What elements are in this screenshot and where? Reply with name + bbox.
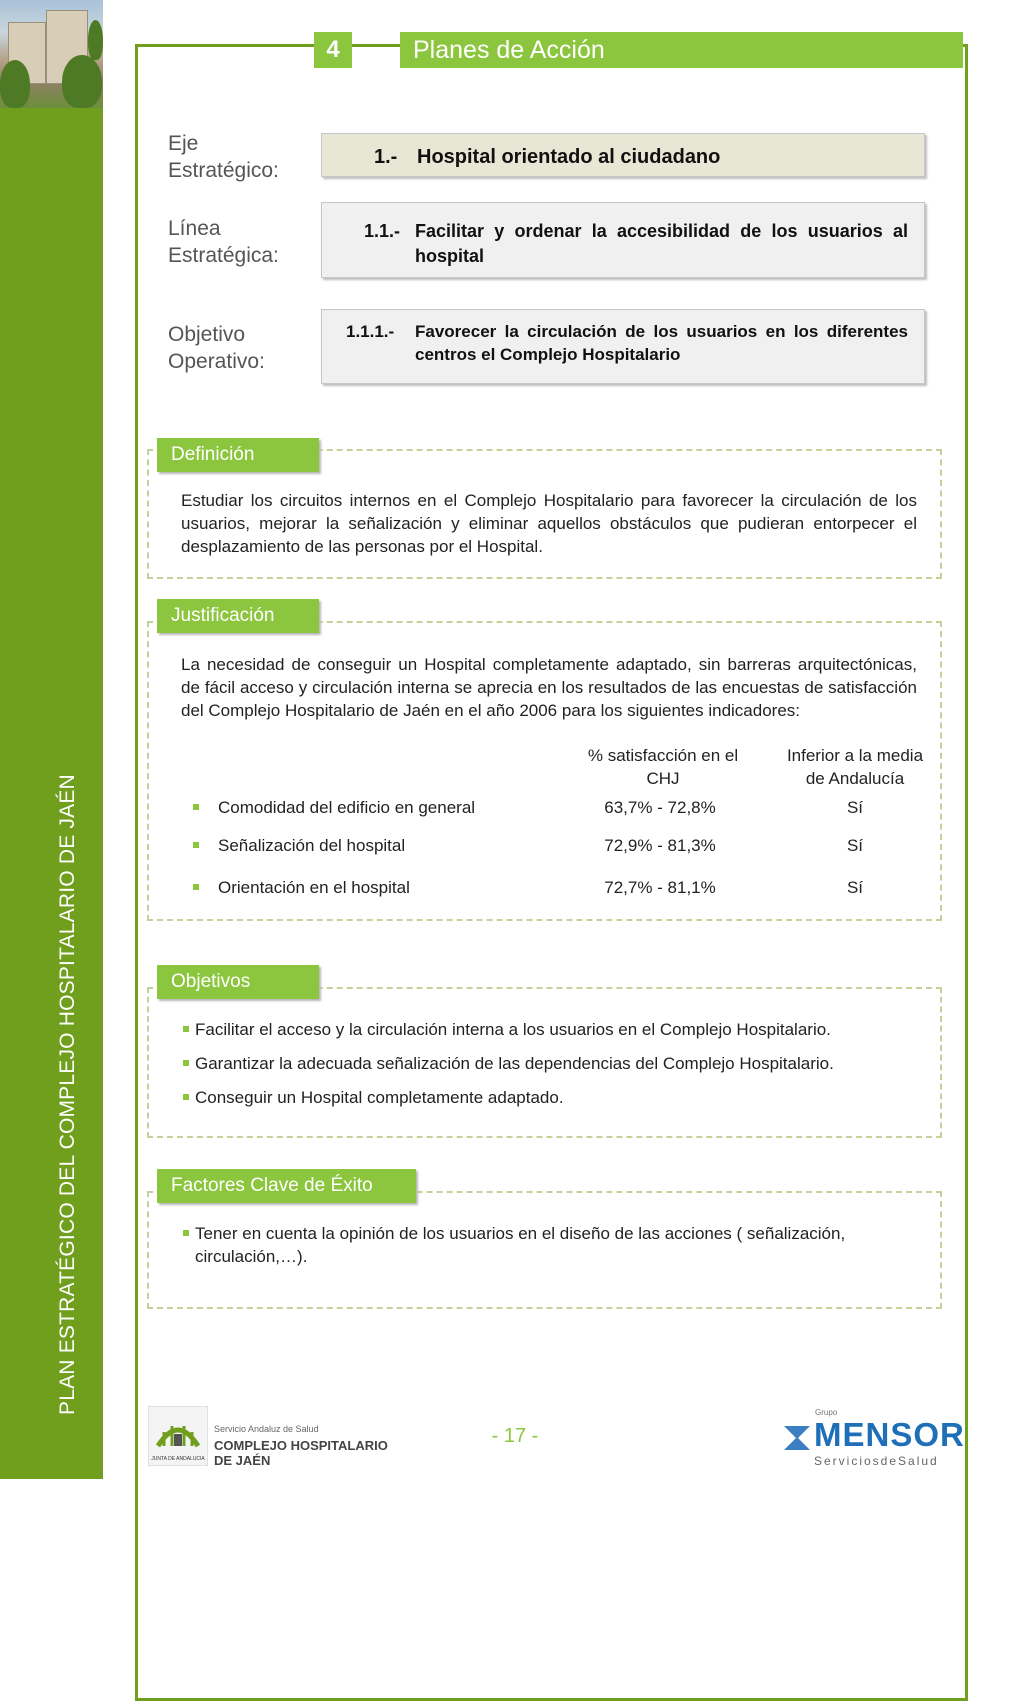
page-number: - 17 -: [491, 1425, 539, 1447]
sas-text: Servicio Andaluz de Salud: [214, 1424, 319, 1434]
definicion-text: Estudiar los circuitos internos en el Complejo Hospitalario para favorecer la circulación de los usuarios, mejorar la señalización y eliminar aquellos obstáculos que pudieran entorpecer el desplazamiento de las personas por el Hospital.: [181, 491, 917, 556]
linea-text: Facilitar y ordenar la accesibilidad de los usuarios al hospital: [415, 221, 908, 266]
factores-tab: Factores Clave de Éxito: [157, 1169, 416, 1203]
table-header-below-average: Inferior a la media de Andalucía: [786, 746, 924, 788]
satisfaction-value: 72,7% - 81,1%: [604, 878, 716, 897]
indicator-name: Orientación en el hospital: [218, 878, 410, 897]
section-number: 4: [314, 32, 352, 68]
table-row: [193, 878, 410, 898]
justificacion-text: La necesidad de conseguir un Hospital completamente adaptado, sin barreras arquitectónicas, de fácil acceso y circulación interna se aprecia en los resultados de las encuestas de satisfacción del Complejo Hospitalario de Jaén en el año 2006 para los siguientes indicadores:: [181, 655, 917, 720]
eje-number: 1.-: [374, 146, 398, 168]
indicator-name: Comodidad del edificio en general: [218, 798, 476, 817]
justificacion-tab: Justificación: [157, 599, 319, 633]
list-item: Tener en cuenta la opinión de los usuarios en el diseño de las acciones ( señalización, circulación,…).: [183, 1222, 925, 1268]
linea-box: [321, 202, 925, 278]
table-row: [193, 798, 475, 818]
square-bullet-icon: [183, 1026, 189, 1032]
square-bullet-icon: [193, 804, 199, 810]
list-item: Garantizar la adecuada señalización de las dependencias del Complejo Hospitalario.: [183, 1052, 834, 1075]
section-title: Planes de Acción: [400, 32, 963, 68]
eje-label: Eje Estratégico:: [168, 132, 279, 182]
mensor-arrow-icon: [782, 1422, 812, 1454]
satisfaction-value: 72,9% - 81,3%: [604, 836, 716, 855]
objetivo-operativo-label: Objetivo Operativo:: [168, 323, 265, 373]
sidebar: [0, 0, 103, 1479]
square-bullet-icon: [193, 884, 199, 890]
satisfaction-value: 63,7% - 72,8%: [604, 798, 716, 817]
table-row: [193, 836, 405, 856]
chj-text: COMPLEJO HOSPITALARIO DE JAÉN: [214, 1438, 388, 1468]
linea-label: Línea Estratégica:: [168, 217, 279, 267]
square-bullet-icon: [183, 1060, 189, 1066]
objetivo-operativo-number: 1.1.1.-: [346, 322, 395, 341]
below-average-value: Sí: [846, 836, 864, 855]
objetivo-operativo-text: Favorecer la circulación de los usuarios en los diferentes centros el Complejo Hospitalario: [415, 322, 908, 364]
linea-number: 1.1.-: [364, 221, 401, 241]
list-item: Conseguir un Hospital completamente adaptado.: [183, 1086, 564, 1109]
definicion-tab: Definición: [157, 438, 319, 472]
below-average-value: Sí: [846, 878, 864, 897]
mensor-logo: Grupo MENSOR ServiciosdeSalud: [780, 1408, 960, 1470]
indicator-name: Señalización del hospital: [218, 836, 406, 855]
document-vertical-title: PLAN ESTRATÉGICO DEL COMPLEJO HOSPITALARIO DE JAÉN: [56, 774, 79, 1415]
objetivo-operativo-box: [321, 309, 925, 384]
eje-box: [321, 133, 925, 177]
square-bullet-icon: [183, 1230, 189, 1236]
below-average-value: Sí: [846, 798, 864, 817]
hospital-photo: [0, 0, 103, 108]
square-bullet-icon: [183, 1094, 189, 1100]
table-header-satisfaction: % satisfacción en el CHJ: [587, 746, 739, 788]
objetivos-tab: Objetivos: [157, 965, 319, 999]
chj-logo: JUNTA DE ANDALUCIA Servicio Andaluz de Salud COMPLEJO HOSPITALARIO DE JAÉN: [148, 1406, 388, 1466]
square-bullet-icon: [193, 842, 199, 848]
list-item: Facilitar el acceso y la circulación interna a los usuarios en el Complejo Hospitalario.: [183, 1018, 831, 1041]
eje-text: Hospital orientado al ciudadano: [417, 146, 721, 168]
